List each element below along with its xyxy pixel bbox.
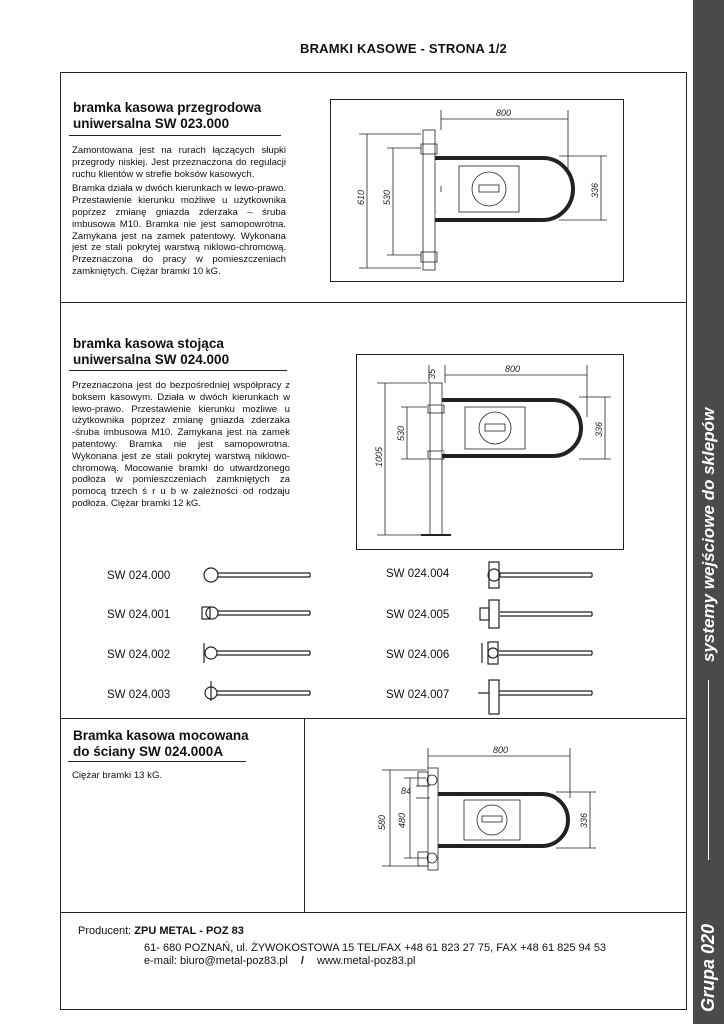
dim-width: 800 [496, 108, 512, 118]
section3-title-rule [68, 761, 246, 762]
dim-depth: 336 [579, 812, 589, 828]
variant-code: SW 024.007 [386, 689, 450, 701]
gate-drawing-sw023 [331, 100, 623, 281]
variant-diagrams-right [474, 556, 594, 720]
section1-title-rule [69, 135, 281, 136]
section1-description [72, 145, 286, 281]
producer-name: ZPU METAL - POZ 83 [134, 925, 244, 937]
gate-drawing-sw024 [357, 355, 623, 549]
variant-code: SW 024.000 [107, 570, 171, 582]
category-label: systemy wejściowe do sklepów [699, 407, 718, 662]
section3-title [73, 728, 249, 760]
variant-001-diagram [202, 607, 310, 619]
page-title: BRAMKI KASOWE - STRONA 1/2 [300, 41, 507, 56]
variant-code: SW 024.004 [386, 568, 450, 580]
producer-label: Producent: [78, 925, 132, 937]
dim-height-2: 530 [396, 425, 406, 441]
variant-007-diagram [478, 680, 592, 714]
dim-offset: 84 [401, 786, 412, 796]
group-label: Grupa 020 [698, 923, 718, 1012]
variant-code: SW 024.005 [386, 609, 450, 621]
section3-paragraph: Ciężar bramki 13 kG. [72, 770, 163, 781]
section-divider [60, 302, 687, 303]
section1-paragraph: Bramka działa w dwóch kierunkach w lewo-prawo. Przestawienie kierunku możliwe u użytkownika poprzez zmianę gniazda zderzaka – śruba imbusowa M10. Bramka nie jest samopowrotna. Zamykana jest na zamek patentowy. Wykonana jest ze stali pokrytej warstwą niklowo-chromową. Przeznaczona do pracy w pomieszczeniach zamkniętych. Ciężar bramki 10 kG. [72, 183, 286, 277]
producer-line [78, 925, 244, 937]
dim-height-1: 580 [377, 814, 387, 830]
section3-title-line2: do ściany SW 024.000A [73, 744, 224, 759]
website-link[interactable]: www.metal-poz83.pl [317, 955, 416, 967]
section2-paragraph: Przeznaczona jest do bezpośredniej współpracy z boksem kasowym. Działa w dwóch kierunkach w lewo-prawo. Przestawienie kierunku możliwe u użytkownika poprzez zmianę gniazda zderzaka -śruba imbusowa M10. Zamykana jest na zamek patentowy. Bramka nie jest samopowrotna. Wykonana jest ze stali pokrytej warstwą niklowo-chromową. Mocowanie bramki do utwardzonego podłoża w pomieszczeniach zamkniętych za pomocą trzech ś r u b w zależności od rodzaju podłoża. Ciężar bramki 12 kG. [72, 380, 290, 509]
variant-004-diagram [488, 562, 592, 588]
section2-title-line2: uniwersalna SW 024.000 [73, 352, 230, 367]
email-link[interactable]: e-mail: biuro@metal-poz83.pl [144, 955, 288, 967]
section2-title-rule [69, 370, 287, 371]
sidebar-divider [708, 680, 709, 860]
dim-width: 800 [493, 745, 509, 755]
variant-code: SW 024.001 [107, 609, 171, 621]
gate-drawing-sw024a [360, 742, 610, 882]
dim-height-1: 1005 [374, 446, 384, 467]
section2-description [72, 380, 290, 513]
variant-code: SW 024.006 [386, 649, 450, 661]
section2-title [73, 336, 229, 368]
contact-line [144, 955, 415, 967]
variant-003-diagram [205, 681, 310, 701]
section3-title-line1: Bramka kasowa mocowana [73, 728, 249, 743]
producer-address: 61- 680 POZNAŃ, ul. ŻYWOKOSTOWA 15 TEL/FAX +48 61 823 27 75, FAX +48 61 825 94 53 [144, 942, 607, 954]
variant-006-diagram [482, 642, 592, 664]
section-divider-vertical [304, 718, 305, 912]
section1-drawing-frame [330, 99, 624, 282]
variant-000-diagram [204, 568, 310, 582]
section2-title-line1: bramka kasowa stojąca [73, 336, 224, 351]
dim-height-2: 530 [382, 189, 392, 205]
section3-description [72, 770, 292, 785]
variant-diagrams-left [195, 556, 315, 716]
variant-002-diagram [204, 643, 310, 663]
dim-depth: 336 [590, 182, 600, 198]
variant-005-diagram [480, 600, 592, 628]
dim-top: 35 [427, 368, 437, 379]
dim-height-1: 610 [356, 189, 366, 205]
dim-height-2: 480 [397, 812, 407, 828]
section2-drawing-frame [356, 354, 624, 550]
section1-title-line2: uniwersalna SW 023.000 [73, 116, 230, 131]
section1-paragraph: Zamontowana jest na rurach łączących słupki przegrody niskiej. Jest przeznaczona do regulacji ruchu klientów w strefie boksów kasowych. [72, 145, 286, 180]
section-divider [60, 912, 687, 913]
contact-separator: / [300, 955, 304, 967]
side-category-bar [693, 0, 724, 1024]
variant-code: SW 024.002 [107, 649, 171, 661]
section1-title [73, 100, 261, 132]
variant-code: SW 024.003 [107, 689, 171, 701]
section1-title-line1: bramka kasowa przegrodowa [73, 100, 262, 115]
dim-depth: 336 [594, 421, 604, 437]
dim-width: 800 [505, 364, 521, 374]
